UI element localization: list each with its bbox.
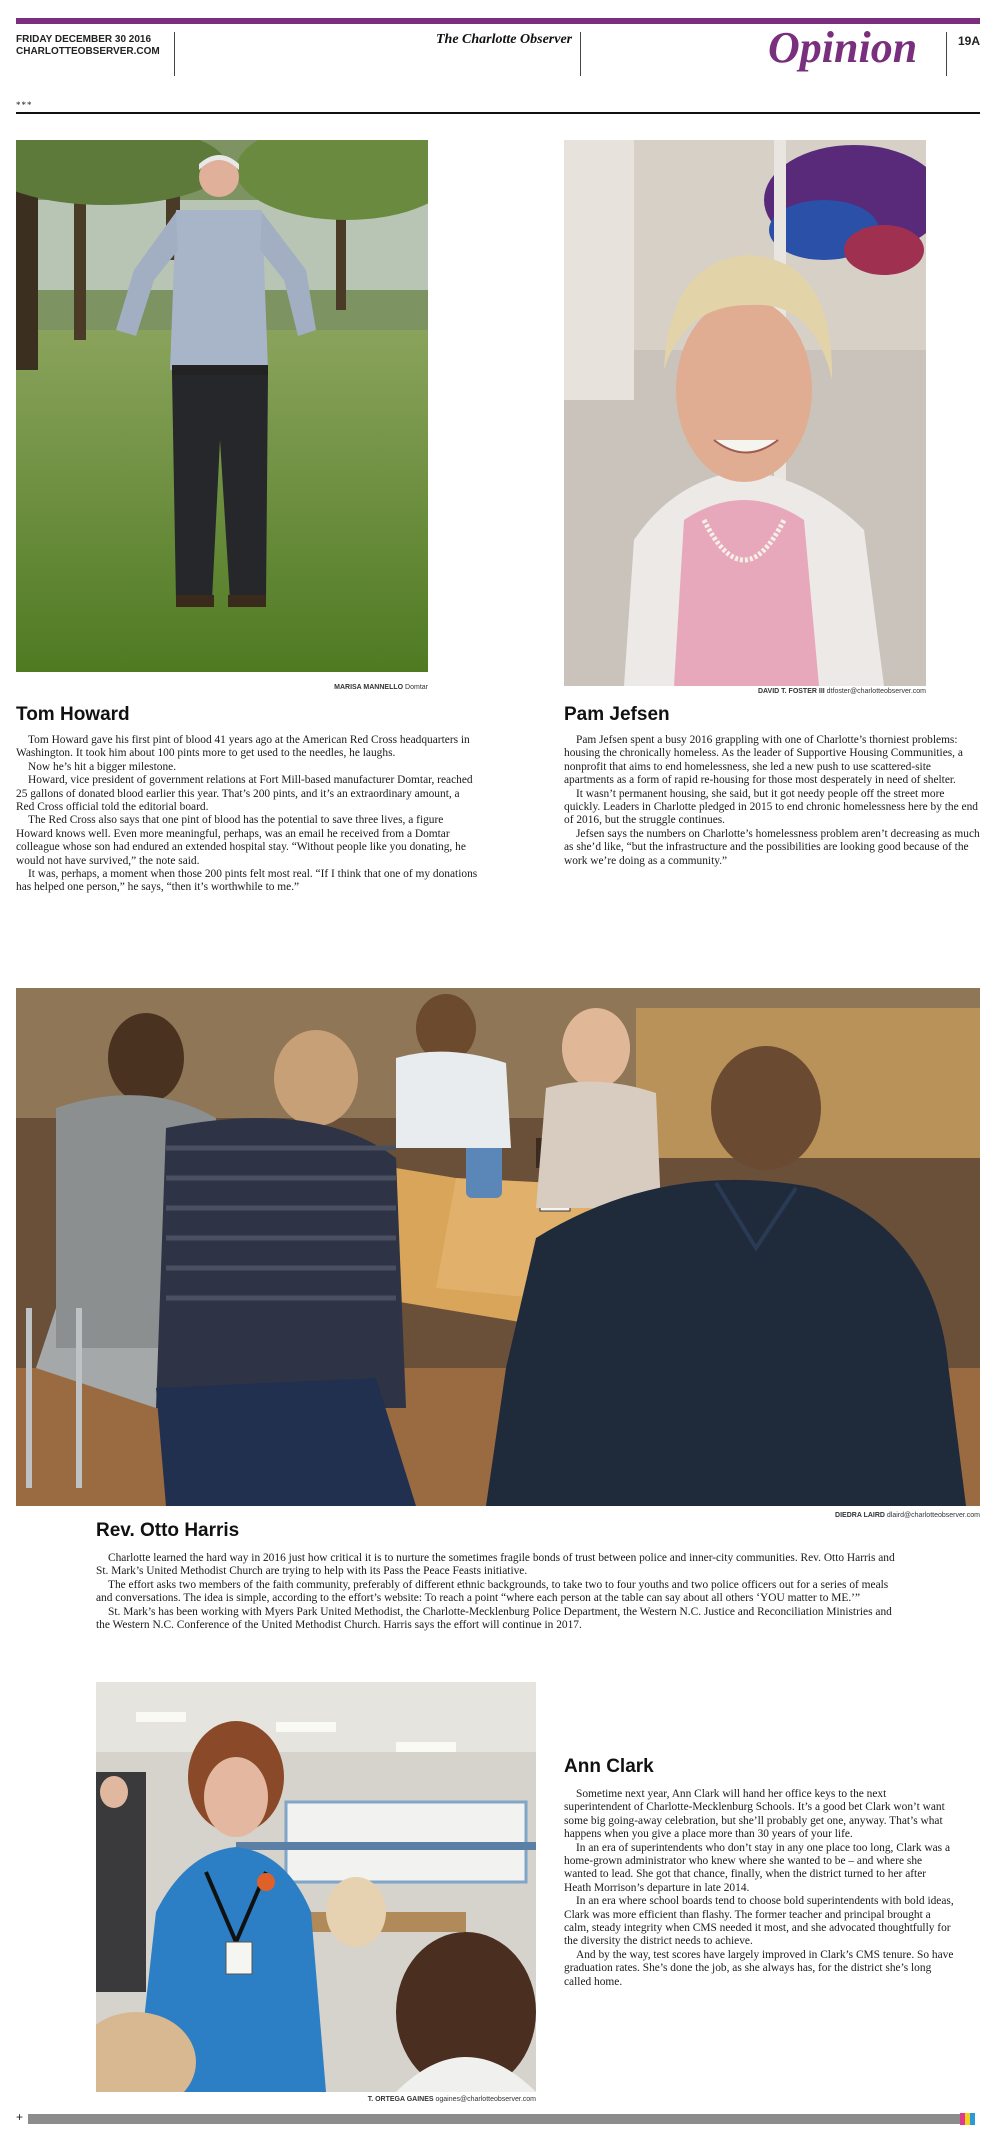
- photo-credit-org: dlaird@charlotteobserver.com: [886, 1512, 980, 1519]
- story-paragraph: St. Mark’s has been working with Myers Park United Methodist, the Charlotte-Mecklenburg Police Department, the Western N.C. Justice and Reconciliation Ministries and the Western N.C. Conference of the United Methodist Church. Harris says the effort will continue in 2017.: [96, 1605, 892, 1632]
- story-paragraph: In an era of superintendents who don’t stay in any one place too long, Clark was a home-grown administrator who knew where she wanted to be – and where she wanted to lead. She got that chance, finally, when the district turned to her after Heath Morrison’s departure in late 2014.: [564, 1841, 950, 1894]
- story-paragraph: Howard, vice president of government relations at Fort Mill-based manufacturer Domtar, reached 25 gallons of donated blood earlier this year. That’s 200 pints, and it’s an extraordinary amount, a Red Cross official told the editorial board.: [16, 774, 473, 814]
- section-title: Opinion: [768, 23, 918, 72]
- masthead-divider: [946, 32, 947, 76]
- story-paragraph: Tom Howard gave his first pint of blood 41 years ago at the American Red Cross headquarters in Washington. It took him about 100 pints more to get used to the needles, he laughs.: [16, 734, 470, 760]
- photo-credit-clark: [260, 2096, 536, 2103]
- photo-pam-jefsen: [564, 140, 926, 686]
- photo-ann-clark: [96, 1682, 536, 2092]
- edition-marker: ***: [16, 100, 33, 110]
- masthead: [16, 24, 980, 114]
- masthead-divider: [174, 32, 175, 76]
- photo-credit-org: ogaines@charlotteobserver.com: [435, 2096, 536, 2103]
- story-body-pam-jefsen: [564, 734, 980, 868]
- story-paragraph: It wasn’t permanent housing, she said, but it got needy people off the street more quickly. Leaders in Charlotte pledged in 2015 to end chronic homelessness here by the end of 2016, but the struggle continues.: [564, 787, 978, 827]
- story-paragraph: The Red Cross also says that one pint of blood has the potential to save three lives, a figure Howard knows well. Even more meaningful, perhaps, was an email he received from a Domtar colleague whose son had endured an extended hospital stay. “Without people like you donating, he would not have survived,” the note said.: [16, 814, 466, 867]
- footer-bar: [28, 2114, 972, 2124]
- photo-credit-name: DAVID T. FOSTER III: [757, 688, 825, 695]
- photo-credit-org: dtfoster@charlotteobserver.com: [826, 688, 926, 695]
- story-paragraph: Jefsen says the numbers on Charlotte’s homelessness problem aren’t decreasing as much as she’d like, “but the infrastructure and the possibilities are looking good because of the work we’re doing as a community.”: [564, 827, 980, 867]
- masthead-dateline: [16, 34, 160, 58]
- story-paragraph: Now he’s hit a bigger milestone.: [28, 760, 177, 773]
- newspaper-logo: The Charlotte Observer: [436, 32, 573, 47]
- story-paragraph: In an era where school boards tend to choose bold superintendents with bold ideas, Clark was more efficient than flashy. The former teacher and principal brought a calm, steady integrity when CMS needed it most, and she advocated thoughtfully for the diversity the district needs to achieve.: [564, 1895, 954, 1948]
- color-swatch: [970, 2113, 975, 2125]
- story-paragraph: Sometime next year, Ann Clark will hand her office keys to the next superintendent of Charlotte-Mecklenburg Schools. It’s a good bet Clark won’t want some big going-away celebration, but she’ll probably get one, anyway. That’s what happens when you give a place more than 30 years of your life.: [564, 1788, 945, 1841]
- story-paragraph: It was, perhaps, a moment when those 200 pints felt most real. “If I think that one of my donations has helped one person,” he says, “then it’s worthwhile to me.”: [16, 868, 478, 894]
- story-body-tom-howard: [16, 734, 480, 895]
- page-number: 19A: [958, 34, 981, 48]
- story-paragraph: Pam Jefsen spent a busy 2016 grappling with one of Charlotte’s thorniest problems: housing the chronically homeless. As the leader of Supportive Housing Communities, a nonprofit that aims to end homelessness, she led a new push to use scattered-site apartments as a form of rapid re-housing for those most desperately in need of shelter.: [564, 734, 963, 787]
- masthead-website: CHARLOTTEOBSERVER.COM: [16, 46, 160, 57]
- story-paragraph: And by the way, test scores have largely improved in Clark’s CMS tenure. So have graduation rates. She’s done the job, as she always has, for the district she’s long called home.: [564, 1948, 954, 1988]
- story-heading-tom-howard: Tom Howard: [16, 704, 130, 725]
- photo-credit-org: Domtar: [405, 684, 428, 691]
- story-body-otto-harris: [96, 1552, 904, 1632]
- photo-otto-harris: [16, 988, 980, 1506]
- story-paragraph: Charlotte learned the hard way in 2016 just how critical it is to nurture the sometimes fragile bonds of trust between police and inner-city communities. Rev. Otto Harris and St. Mark’s United Methodist Church are trying to help with its Pass the Peace Feasts initiative.: [96, 1552, 895, 1578]
- masthead-rule: [16, 112, 980, 114]
- story-body-ann-clark: [564, 1788, 954, 1989]
- masthead-divider: [580, 32, 581, 76]
- masthead-date: FRIDAY DECEMBER 30 2016: [16, 34, 152, 45]
- photo-credit-name: T. ORTEGA GAINES: [367, 2096, 434, 2103]
- photo-credit-name: DIEDRA LAIRD: [835, 1512, 885, 1519]
- photo-credit-harris: [600, 1512, 980, 1519]
- photo-credit-jefsen: [664, 688, 926, 695]
- photo-credit-howard: [200, 684, 428, 691]
- story-heading-otto-harris: Rev. Otto Harris: [96, 1520, 240, 1541]
- story-paragraph: The effort asks two members of the faith community, preferably of different ethnic backgrounds, to take two to four youths and two police officers out for a series of meals and conversations. The idea is simple, according to the effort’s website: To reach a point “where each person at the table can say about all others ‘YOU matter to ME.’”: [96, 1578, 889, 1605]
- story-heading-ann-clark: Ann Clark: [564, 1756, 654, 1777]
- registration-mark: +: [16, 2110, 24, 2124]
- photo-credit-name: MARISA MANNELLO: [334, 684, 404, 691]
- photo-tom-howard: [16, 140, 428, 672]
- story-heading-pam-jefsen: Pam Jefsen: [564, 704, 670, 725]
